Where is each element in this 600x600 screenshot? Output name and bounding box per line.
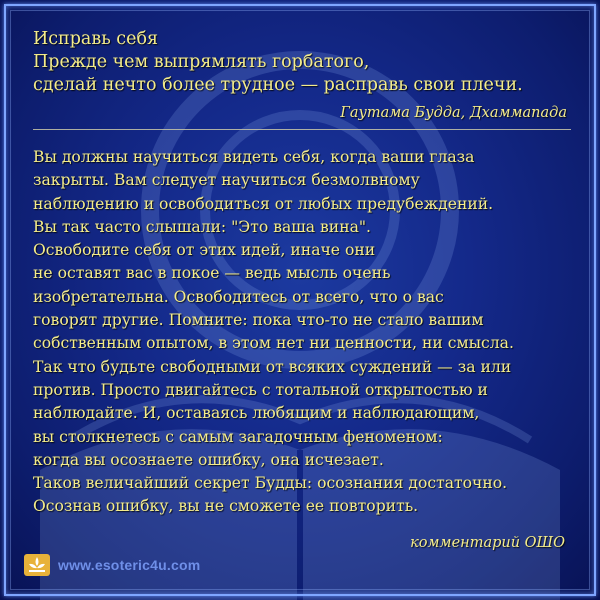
- body-line: Вы так часто слышали: "Это ваша вина".: [33, 217, 372, 236]
- epigraph-line: сделай нечто более трудное — расправь свои плечи.: [33, 75, 523, 95]
- body-line: Осознав ошибку, вы не сможете ее повторить.: [33, 497, 419, 516]
- epigraph-title: Исправь себя: [33, 29, 159, 49]
- epigraph: [33, 28, 573, 123]
- site-footer[interactable]: [24, 554, 200, 576]
- body-line: наблюдайте. И, оставаясь любящим и наблюдающим,: [33, 404, 480, 423]
- body-line: изобретательна. Освободитесь от всего, что о вас: [33, 287, 444, 306]
- content-area: [33, 28, 573, 553]
- body-line: Освободите себя от этих идей, иначе они: [33, 241, 376, 260]
- body-line: закрыты. Вам следует научиться безмолвному: [33, 171, 420, 190]
- body-line: Таков величайший секрет Будды: осознания достаточно.: [33, 474, 508, 493]
- divider-line: [33, 129, 571, 130]
- body-line: собственным опытом, в этом нет ни ценности, ни смысла.: [33, 334, 514, 353]
- body-line: вы столкнетесь с самым загадочным феноменом:: [33, 427, 443, 446]
- lotus-logo-icon: [24, 554, 50, 576]
- body-line: Так что будьте свободными от всяких суждений — за или: [33, 357, 512, 376]
- body-line: когда вы осознаете ошибку, она исчезает.: [33, 450, 384, 469]
- body-line: говорят другие. Помните: пока что-то не стало вашим: [33, 311, 484, 330]
- body-line: не оставят вас в покое — ведь мысль очень: [33, 264, 391, 283]
- body-line: против. Просто двигайтесь с тотальной открытостью и: [33, 380, 488, 399]
- site-url-link[interactable]: www.esoteric4u.com: [58, 557, 201, 573]
- body-line: наблюдению и освободиться от любых предубеждений.: [33, 194, 494, 213]
- commentary-credit: комментарий ОШО: [410, 534, 565, 551]
- epigraph-attribution: Гаутама Будда, Дхаммапада: [340, 105, 567, 121]
- body-line: Вы должны научиться видеть себя, когда ваши глаза: [33, 148, 475, 166]
- epigraph-line: Прежде чем выпрямлять горбатого,: [33, 52, 370, 72]
- commentary-body: [33, 146, 573, 519]
